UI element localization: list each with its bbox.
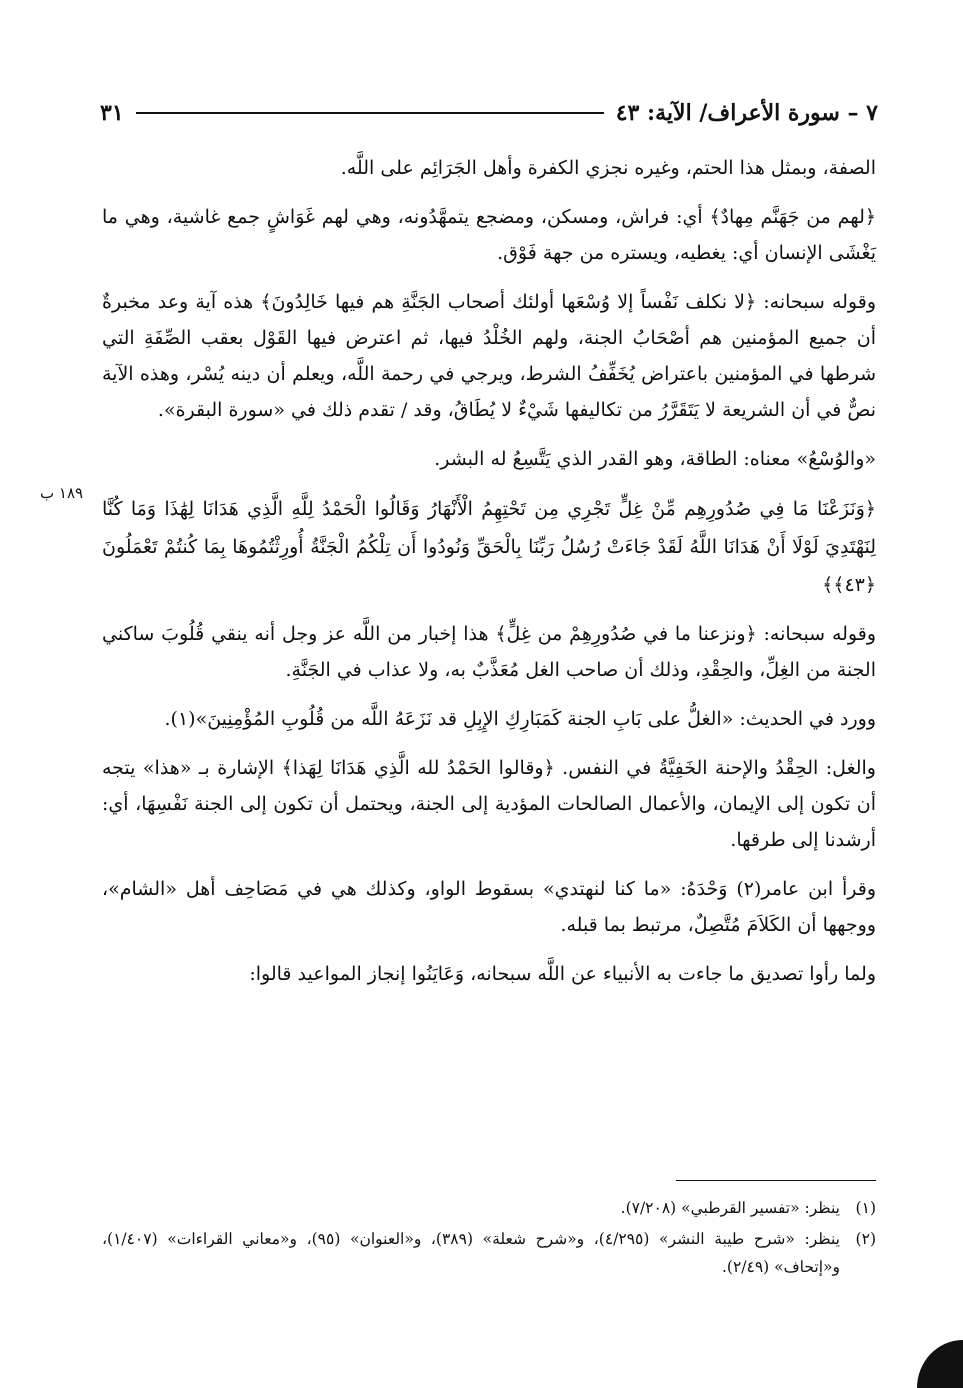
footnote-number: (٢) xyxy=(855,1230,876,1248)
page-number: ٣١ xyxy=(100,100,124,126)
paragraph: والغل: الحِقْدُ والإحنة الخَفِيَّةُ في النفس. ﴿وقالوا الحَمْدُ لله الَّذِي هَدَانَا لِهَذا﴾ الإشارة بـ «هذا» يتجه أن تكون إلى الإيمان، والأعمال الصالحات المؤدية إلى الجنة، ويحتمل أن تكون إلى الجنة نَفْسِهَا، أي: أرشدنا إلى طرقها. xyxy=(102,757,876,851)
paragraph: ولما رأوا تصديق ما جاءت به الأنبياء عن اللَّه سبحانه، وَعَايَنُوا إنجاز المواعيد قالوا: xyxy=(249,963,876,985)
page-corner-shadow xyxy=(917,1340,963,1388)
running-header xyxy=(100,95,878,131)
manuscript-folio-note: ١٨٩ ب xyxy=(40,484,84,502)
main-text xyxy=(102,150,876,1005)
footnote-text: ينظر: «تفسير القرطبي» (٧/٢٠٨). xyxy=(620,1199,840,1217)
footnote xyxy=(102,1194,876,1222)
footnotes xyxy=(102,1194,876,1284)
footnote xyxy=(102,1225,876,1281)
footnote-text: ينظر: «شرح طيبة النشر» (٤/٢٩٥)، و«شرح شعلة» (٣٨٩)، و«العنوان» (٩٥)، و«معاني القراءات» (١/٤٠٧)، و«إتحاف» (٢/٤٩). xyxy=(102,1230,840,1276)
footnote-separator xyxy=(676,1180,876,1181)
header-title: ٧ – سورة الأعراف/ الآية: ٤٣ xyxy=(615,100,878,126)
paragraph: وورد في الحديث: «الغلُّ على بَابِ الجنة كَمَبَارِكِ الإِبِلِ قد نَزَعَهُ اللَّه من قُلُوبِ المُؤْمِنِينَ»(١). xyxy=(164,708,876,730)
paragraph: وقوله سبحانه: ﴿لا نكلف نَفْساً إلا وُسْعَها أولئك أصحاب الجَنَّةِ هم فيها خَالِدُونَ﴾ هذه آية وعد مخبرةٌ أن جميع المؤمنين هم أصْحَابُ الجنة، ولهم الخُلْدُ فيها، ثم اعترض فيها القَوْل بعقب الصِّفَةِ التي شرطها في المؤمنين باعتراض يُخَفِّفُ الشرط، ويرجي في رحمة اللَّه، ويعلم أن دينه يُسْر، وهذه الآية نصٌّ في أن الشريعة لا يَتَقَرَّرُ من تكاليفها شَيْءٌ لا يُطَاقُ، وقد / تقدم ذلك في «سورة البقرة». xyxy=(102,291,876,421)
quran-verse: ﴿وَنَزَعْنَا مَا فِي صُدُورِهِم مِّنْ غِلٍّ تَجْرِي مِن تَحْتِهِمُ الْأَنْهَارُ وَقَالُوا الْحَمْدُ لِلَّهِ الَّذِي هَدَانَا لِهَٰذَا وَمَا كُنَّا لِنَهْتَدِيَ لَوْلَا أَنْ هَدَانَا اللَّهُ لَقَدْ جَاءَتْ رُسُلُ رَبِّنَا بِالْحَقِّ وَنُودُوا أَن تِلْكُمُ الْجَنَّةُ أُورِثْتُمُوهَا بِمَا كُنتُمْ تَعْمَلُونَ ﴿٤٣﴾﴾ xyxy=(102,498,876,596)
paragraph: «والوُسْعُ» معناه: الطاقة، وهو القدر الذي يَتَّسِعُ له البشر. xyxy=(434,448,876,470)
header-rule xyxy=(136,112,604,114)
paragraph: وقرأ ابن عامر(٢) وَحْدَهُ: «ما كنا لنهتدي» بسقوط الواو، وكذلك هي في مَصَاحِف أهل «الشام»، ووجهها أن الكَلاَمَ مُتَّصِلٌ، مرتبط بما قبله. xyxy=(102,878,876,936)
paragraph: وقوله سبحانه: ﴿ونزعنا ما في صُدُورِهِمْ من غِلٍّ﴾ هذا إخبار من اللَّه عز وجل أنه ينقي قُلُوبَ ساكني الجنة من الغِلِّ، والحِقْدِ، وذلك أن صاحب الغل مُعَذَّبٌ به، ولا عذاب في الجَنَّةِ. xyxy=(102,623,876,681)
footnote-number: (١) xyxy=(855,1199,876,1217)
paragraph: الصفة، وبمثل هذا الحتم، وغيره نجزي الكفرة وأهل الجَرَائِم على اللَّه. xyxy=(340,157,876,179)
paragraph: ﴿لهم من جَهَنَّم مِهادٌ﴾ أي: فراش، ومسكن، ومضجع يتمهَّدُونه، وهي لهم غَوَاشٍ جمع غاشية، وهي ما يَغْشَى الإنسان أي: يغطيه، ويستره من جهة فَوْق. xyxy=(102,206,876,264)
